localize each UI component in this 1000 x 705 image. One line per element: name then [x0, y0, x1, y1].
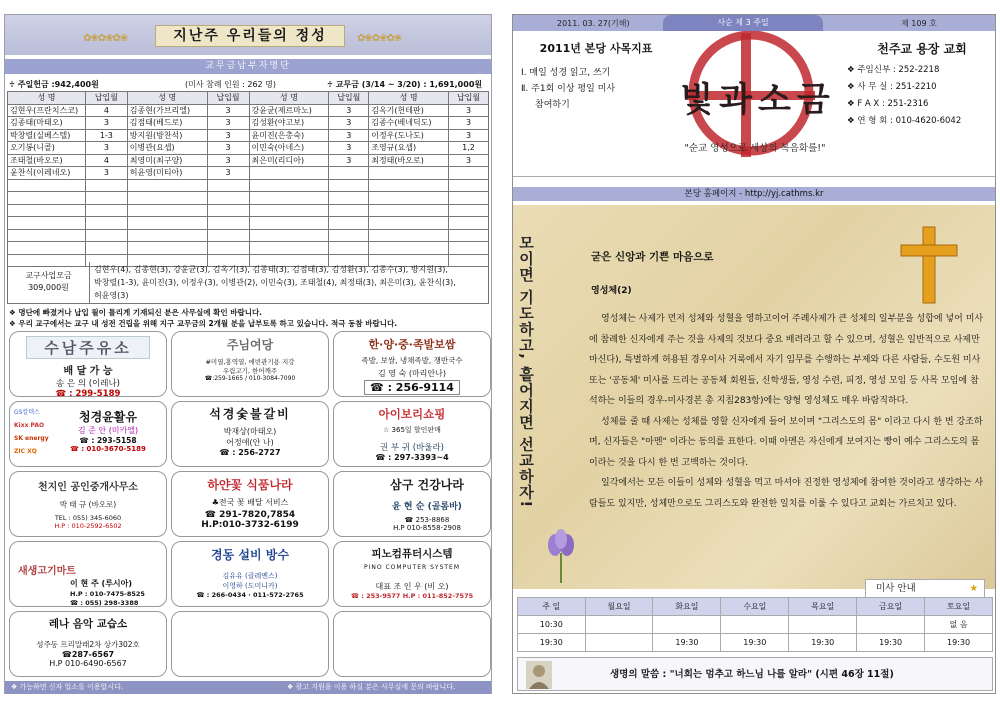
table-header-row — [8, 92, 489, 105]
table-cell — [449, 192, 489, 205]
ad-plumbing: 경동 설비 방수 김유유 (클레멘스) 이영하 (도미니카) ☎ : 266-0434 · 011-572-2765 — [171, 541, 329, 607]
table-cell: 이정우(도나도) — [369, 129, 449, 142]
table-cell: 박창렬(실베스텔) — [8, 129, 86, 142]
table-header-cell: 납입월 — [85, 92, 127, 105]
table-cell — [249, 229, 329, 242]
table-cell: 김점태(베드로) — [127, 117, 207, 130]
table-cell — [329, 192, 369, 205]
table-cell — [249, 179, 329, 192]
diocese-fund-label: 교구사업모금 309,000원 — [8, 262, 90, 303]
essay-title: 굳은 신앙과 기쁜 마음으로 — [591, 251, 714, 263]
ad-lubricant: GS칼텍스 Kixx PAO SK energy ZIC XQ 청경윤활유 김 준 안 (미카엘) ☎ : 293-5158 ☎ : 010-3670-5189 — [9, 401, 167, 467]
table-cell — [369, 192, 449, 205]
table-header-cell: 납입월 — [329, 92, 369, 105]
table-row — [8, 154, 489, 167]
schedule-row — [518, 634, 993, 652]
table-cell: 3 — [207, 167, 249, 180]
table-cell — [329, 204, 369, 217]
table-cell: 윤찬식(이레네오) — [8, 167, 86, 180]
table-cell — [127, 204, 207, 217]
table-cell: 조태철(바오로) — [8, 154, 86, 167]
table-cell — [207, 192, 249, 205]
schedule-time — [857, 616, 925, 634]
table-cell — [207, 217, 249, 230]
table-cell — [369, 217, 449, 230]
schedule-time — [789, 616, 857, 634]
schedule-row — [518, 616, 993, 634]
schedule-day: 수요일 — [721, 598, 789, 616]
logo-text: 빛과소금 — [680, 80, 836, 120]
schedule-day: 월요일 — [585, 598, 653, 616]
schedule-time: 19:30 — [789, 634, 857, 652]
table-cell: 4 — [85, 154, 127, 167]
table-cell — [249, 217, 329, 230]
table-header-cell: 성 명 — [8, 92, 86, 105]
table-row — [8, 204, 489, 217]
table-cell: 김성환(야고보) — [249, 117, 329, 130]
table-cell: 3 — [207, 104, 249, 117]
ad-realestate: 천지인 공인중개사무소 박 태 규 (바오로) TEL : 055) 345-6060 H.P : 010-2592-6502 — [9, 471, 167, 537]
issue-bar — [513, 15, 995, 31]
table-cell — [207, 229, 249, 242]
table-cell — [85, 229, 127, 242]
table-cell — [329, 242, 369, 255]
table-cell: 최정태(바오로) — [369, 154, 449, 167]
table-cell: 3 — [85, 117, 127, 130]
table-cell — [127, 217, 207, 230]
schedule-day: 목요일 — [789, 598, 857, 616]
table-cell: 3 — [329, 117, 369, 130]
schedule-time: 19:30 — [925, 634, 993, 652]
diocese-fund-names: 김현우(4), 김종현(3), 강윤균(3), 김옥기(3), 김종태(3), 김점태(3), 김성환(3), 김종수(3), 방지원(3), 박창렬(1-3), 윤미진(3), 이정우(3), 이병관(2), 이민숙(3), 조태철(4), 최정태(3), 최은미(3), 윤찬식(3), 허윤영(3) — [94, 265, 456, 300]
ad-flower-food: 하얀꽃 식품나라 ♣전국 꽃 배달 서비스 ☎ 291-7820,7854 H.P:010-3732-6199 — [171, 471, 329, 537]
ad-meat-mart: 새생고기마트 이 현 주 (루시아) H.P : 010-7475-8525 ☎ : 055) 298-3388 — [9, 541, 167, 607]
table-row — [8, 129, 489, 142]
table-cell — [449, 204, 489, 217]
ad-empty-slot — [333, 611, 491, 677]
table-header-cell: 성 명 — [369, 92, 449, 105]
homepage-link[interactable]: 본당 홈페이지 - http://yj.cathms.kr — [513, 187, 995, 201]
table-cell — [249, 192, 329, 205]
schedule-time: 없 음 — [925, 616, 993, 634]
schedule-time: 19:30 — [518, 634, 586, 652]
essay-subtitle: 영성체(2) — [591, 286, 632, 296]
table-cell — [8, 179, 86, 192]
schedule-day: 주 일 — [518, 598, 586, 616]
table-cell: 김종태(마태오) — [8, 117, 86, 130]
schedule-time: 10:30 — [518, 616, 586, 634]
table-cell — [449, 179, 489, 192]
table-cell: 윤미진(은총숙) — [249, 129, 329, 142]
star-icon: ★ — [969, 583, 978, 594]
title-banner — [5, 15, 491, 55]
subtitle-bar: 교무금납부자명단 — [5, 59, 491, 74]
table-cell: 김종수(베네딕도) — [369, 117, 449, 130]
table-row — [8, 192, 489, 205]
table-header-cell: 성 명 — [127, 92, 207, 105]
footer-note-right: ❖ 광고 지원을 이용 하실 분은 사무실에 문의 바랍니다. — [287, 683, 456, 691]
table-cell: 3 — [207, 117, 249, 130]
table-cell — [369, 167, 449, 180]
logo-slogan: "순교 영성으로 세상의 복음화를!" — [684, 143, 826, 154]
schedule-day: 금요일 — [857, 598, 925, 616]
table-cell — [369, 179, 449, 192]
table-cell: 오기봉(니콜) — [8, 142, 86, 155]
schedule-time — [653, 616, 721, 634]
schedule-time: 19:30 — [653, 634, 721, 652]
table-cell: 최은미(리디아) — [249, 154, 329, 167]
ad-suname-gas: 수남주유소 배 달 가 능 송 은 의 (이레나) ☎ : 299-5189 — [9, 331, 167, 397]
table-cell: 이병관(요셉) — [127, 142, 207, 155]
table-cell — [449, 217, 489, 230]
table-cell: 4 — [85, 104, 127, 117]
table-cell: 3 — [207, 129, 249, 142]
contributions-page — [4, 14, 492, 694]
table-cell: 3 — [449, 129, 489, 142]
issue-number: 제 109 호 — [901, 19, 937, 28]
table-cell: 3 — [449, 154, 489, 167]
notice-diocese: ❖ 우리 교구에서는 교구 내 성전 건립을 위해 지구 교무금의 2개월 분을 납부토록 하고 있습니다. 적극 동참 바랍니다. — [9, 319, 398, 328]
table-cell — [8, 242, 86, 255]
page-footer — [5, 681, 491, 694]
diocese-fund-box — [7, 262, 489, 304]
table-cell: 강윤균(제르마노) — [249, 104, 329, 117]
ad-empty-slot — [171, 611, 329, 677]
light-and-salt-logo — [663, 31, 843, 176]
table-cell: 1-3 — [85, 129, 127, 142]
schedule-header-row — [518, 598, 993, 616]
notice-check: ❖ 명단에 빠졌거나 납입 월이 틀리게 기재되신 분은 사무실에 확인 바랍니다. — [9, 308, 263, 317]
mass-attendance: (미사 참례 인원 : 262 명) — [185, 80, 277, 89]
ornament-icon: ✿❀✿❀✿❀ — [357, 33, 402, 44]
essay-body: 영성체는 사제가 먼저 성체와 성혈을 영하고이어 주례사제가 큰 성체의 일부분을 성합에 넣어 미사에 참례한 신자에게 주는 것을 사제의 것보다 중요 배려라고 할 수 있으며, 성혈은 일반적으로 사제만 마신다), 특별하게 허용된 경우이사 거룩에서 자기 임무를 수행하는 부제와 다른 사람들, 수도원 미사 또는 '공동체' 미사를 드리는 공동체 회원들, 신학생들, 영성 수련, 피정, 영성 모임 등 사목 모임에 참석하는 이들의 경우-미사경본 총 지침283항)에는 양형 영성체도 매우 바람직하다. 성체를 줄 때 사제는 성체를 영할 신자에게 들어 보이며 "그리스도의 몸" 이라고 다시 한 번 강조하며, 신자들은 "아멘" 이라는 동의를 표한다. 이때 아멘은 자신에게 보여지는 빵이 예수 그리스도의 몸이라는 것을 다시 한 번 고백하는 것이다. 일각에서는 모든 이들이 성체와 성혈을 먹고 마셔야 진정한 영성체에 참여한 것이라고 생각하는 사람들도 있지만, 성체만으로도 그리스도와 완전한 일치를 이룰 수 있다고 교회는 가르치고 있다. — [589, 314, 984, 509]
schedule-day: 화요일 — [653, 598, 721, 616]
liturgical-week: 사순 제 3 주일 — [663, 15, 823, 31]
bulletin-cover-page — [512, 14, 996, 694]
table-cell — [449, 167, 489, 180]
page-title: 지난주 우리들의 정성 — [155, 25, 345, 47]
table-cell — [85, 242, 127, 255]
footer-note-left: ❖ 가능하면 신자 업소를 이용합시다. — [11, 683, 124, 691]
table-cell: 3 — [329, 154, 369, 167]
table-cell: 3 — [329, 142, 369, 155]
church-contacts: 천주교 용장 교회 ❖ 주임신부 : 252-2218 ❖ 사 무 실 : 251-2210 ❖ F A X : 251-2316 ❖ 연 형 회 : 010-4620-6042 — [847, 41, 997, 130]
table-cell — [207, 242, 249, 255]
table-cell — [449, 242, 489, 255]
table-row — [8, 229, 489, 242]
schedule-time — [721, 616, 789, 634]
table-cell — [127, 192, 207, 205]
masthead — [513, 31, 995, 177]
table-cell — [369, 242, 449, 255]
table-cell — [8, 204, 86, 217]
table-cell — [369, 204, 449, 217]
issue-date: 2011. 03. 27(기해) — [557, 19, 630, 28]
church-name: 천주교 용장 교회 — [877, 42, 967, 56]
table-cell: 김종현(가브리엘) — [127, 104, 207, 117]
word-of-life: 생명의 말씀 : "너희는 멈추고 하느님 나를 알라" (시편 46장 11절) — [517, 657, 993, 691]
table-cell: 최영미(최구양) — [127, 154, 207, 167]
schedule-time — [585, 634, 653, 652]
ornament-icon: ✿❀✿❀✿❀ — [83, 33, 128, 44]
table-cell: 3 — [85, 167, 127, 180]
pastoral-goals: 2011년 본당 사목지표 Ⅰ. 매일 성경 읽고, 쓰기 Ⅱ. 주1회 이상 평일 미사 참여하기 — [521, 42, 653, 110]
ad-galbi: 석경숯불갈비 박재상(마태오) 어정애(안 나) ☎ : 256-2727 — [171, 401, 329, 467]
table-row — [8, 104, 489, 117]
dues-total: ♰ 교무금 (3/14 ~ 3/20) : 1,691,000원 — [327, 80, 483, 89]
table-cell — [329, 229, 369, 242]
mass-guide-tag: 미사 안내 ★ — [865, 579, 985, 599]
table-row — [8, 217, 489, 230]
mass-schedule-table — [517, 597, 993, 652]
table-cell — [207, 204, 249, 217]
table-cell — [85, 217, 127, 230]
table-header-cell: 성 명 — [249, 92, 329, 105]
table-row — [8, 242, 489, 255]
table-cell: 조영규(요셉) — [369, 142, 449, 155]
schedule-day: 토요일 — [925, 598, 993, 616]
sunday-offering-total: ♰ 주일헌금 :942,400원 — [9, 80, 99, 89]
table-header-cell: 납입월 — [449, 92, 489, 105]
table-cell: 3 — [207, 142, 249, 155]
schedule-time: 19:30 — [721, 634, 789, 652]
table-cell — [127, 242, 207, 255]
schedule-time — [585, 616, 653, 634]
ad-music-school: 레나 음악 교습소 성주동 프리말래2차 상가302호 ☎287-6567 H.P 010-6490-6567 — [9, 611, 167, 677]
table-header-cell: 납입월 — [207, 92, 249, 105]
table-row — [8, 142, 489, 155]
ad-jokbal: 한·양·중·족발보쌈 족발, 보쌈, 냉채족발, 쟁반국수 김 영 숙 (마리안나) ☎ : 256-9114 — [333, 331, 491, 397]
ad-computer: 피노컴퓨터시스템 PINO COMPUTER SYSTEM 대표 조 인 우 (비 오) ☎ : 253-9577 H.P : 011-852-7575 — [333, 541, 491, 607]
parish-motto: 모이면 기도하고, 흩어지면 선교하자! — [517, 235, 535, 509]
dues-table — [7, 91, 489, 267]
table-cell: 3 — [329, 129, 369, 142]
table-cell — [8, 217, 86, 230]
table-cell: 3 — [329, 104, 369, 117]
table-cell — [207, 179, 249, 192]
table-cell: 3 — [449, 117, 489, 130]
table-cell: 김현우(프란치스코) — [8, 104, 86, 117]
table-cell — [8, 192, 86, 205]
table-cell — [249, 204, 329, 217]
table-row — [8, 117, 489, 130]
table-row — [8, 167, 489, 180]
ad-restaurant: 주님여당 #미열,홍역열, 에빈관기용 지강 우림고기, 한어깨주 ☎:259-1665 / 010-3084-7090 — [171, 331, 329, 397]
table-row — [8, 179, 489, 192]
table-cell — [329, 217, 369, 230]
table-cell — [249, 167, 329, 180]
table-cell — [8, 229, 86, 242]
table-cell: 3 — [449, 104, 489, 117]
table-cell — [449, 229, 489, 242]
table-cell: 3 — [85, 142, 127, 155]
table-cell: 방지원(방찬석) — [127, 129, 207, 142]
gold-cross-icon — [899, 225, 959, 305]
flower-icon — [541, 527, 581, 583]
schedule-time: 19:30 — [857, 634, 925, 652]
table-cell: 1,2 — [449, 142, 489, 155]
table-cell — [85, 192, 127, 205]
table-cell: 김옥기(헌테판) — [369, 104, 449, 117]
table-cell — [85, 179, 127, 192]
table-cell — [329, 167, 369, 180]
table-cell: 허윤영(미티아) — [127, 167, 207, 180]
table-cell: 이민숙(아네스) — [249, 142, 329, 155]
table-cell — [127, 229, 207, 242]
table-cell — [249, 242, 329, 255]
table-cell — [329, 179, 369, 192]
ad-health: 삼구 건강나라 윤 현 순 (골롬바) ☎ 253-8868 H.P 010-8558-2908 — [333, 471, 491, 537]
essay-panel — [513, 205, 995, 594]
table-cell: 3 — [207, 154, 249, 167]
ad-ivory-shopping: 아이보리쇼핑 ☆ 365일 할인판매 권 부 귀 (바울라) ☎ : 297-3393~4 — [333, 401, 491, 467]
table-cell — [127, 179, 207, 192]
table-cell — [369, 229, 449, 242]
table-cell — [85, 204, 127, 217]
jesus-portrait-icon — [526, 661, 552, 689]
